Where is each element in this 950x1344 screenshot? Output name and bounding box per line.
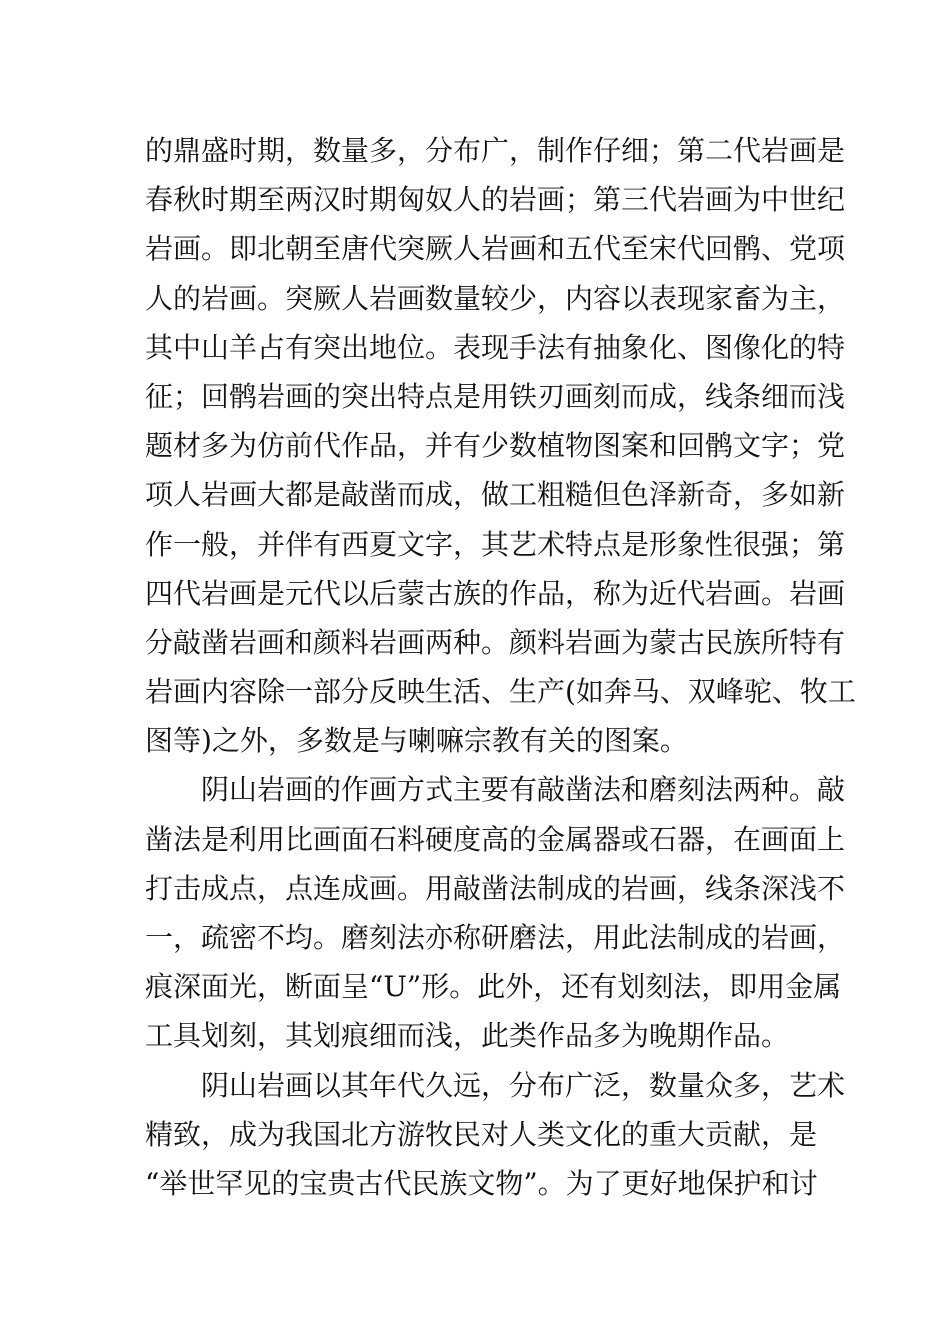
text-line: 一，疏密不均。磨刻法亦称研磨法，用此法制成的岩画， [145,921,846,954]
text-line: 痕深面光，断面呈“U”形。此外，还有划刻法，即用金属 [145,970,842,1004]
text-line: 凿法是利用比画面石料硬度高的金属器或石器，在画面上 [145,822,846,856]
text-line: 阴山岩画的作画方式主要有敲凿法和磨刻法两种。敲 [201,773,846,807]
text-line: 精致，成为我国北方游牧民对人类文化的重大贡献，是 [145,1117,818,1151]
text-line: 其中山羊占有突出地位。表现手法有抽象化、图像化的特 [145,330,846,364]
text-line: “举世罕见的宝贵古代民族文物”。为了更好地保护和讨 [145,1166,818,1200]
text-line: 图等)之外，多数是与喇嘛宗教有关的图案。 [145,724,688,758]
text-line: 征；回鹘岩画的突出特点是用铁刃画刻而成，线条细而浅 [145,379,846,413]
text-line: 题材多为仿前代作品，并有少数植物图案和回鹘文字；党 [145,429,846,463]
text-line: 作一般，并伴有西夏文字，其艺术特点是形象性很强；第 [145,527,846,561]
text-line: 岩画。即北朝至唐代突厥人岩画和五代至宋代回鹘、党项 [145,232,846,266]
body-text [145,126,856,1208]
text-line: 岩画内容除一部分反映生活、生产(如奔马、双峰驼、牧工 [145,675,856,709]
text-line: 项人岩画大都是敲凿而成，做工粗糙但色泽新奇，多如新 [145,478,846,512]
text-line: 春秋时期至两汉时期匈奴人的岩画；第三代岩画为中世纪 [145,183,846,217]
text-line: 阴山岩画以其年代久远，分布广泛，数量众多，艺术 [201,1068,846,1102]
text-line: 工具划刻，其划痕细而浅，此类作品多为晚期作品。 [145,1019,790,1053]
text-line: 的鼎盛时期，数量多，分布广，制作仔细；第二代岩画是 [145,134,846,167]
text-line: 分敲凿岩画和颜料岩画两种。颜料岩画为蒙古民族所特有 [145,625,846,659]
text-line: 四代岩画是元代以后蒙古族的作品，称为近代岩画。岩画 [145,576,846,610]
text-line: 打击成点，点连成画。用敲凿法制成的岩画，线条深浅不 [145,871,846,905]
text-line: 人的岩画。突厥人岩画数量较少，内容以表现家畜为主， [145,281,846,315]
